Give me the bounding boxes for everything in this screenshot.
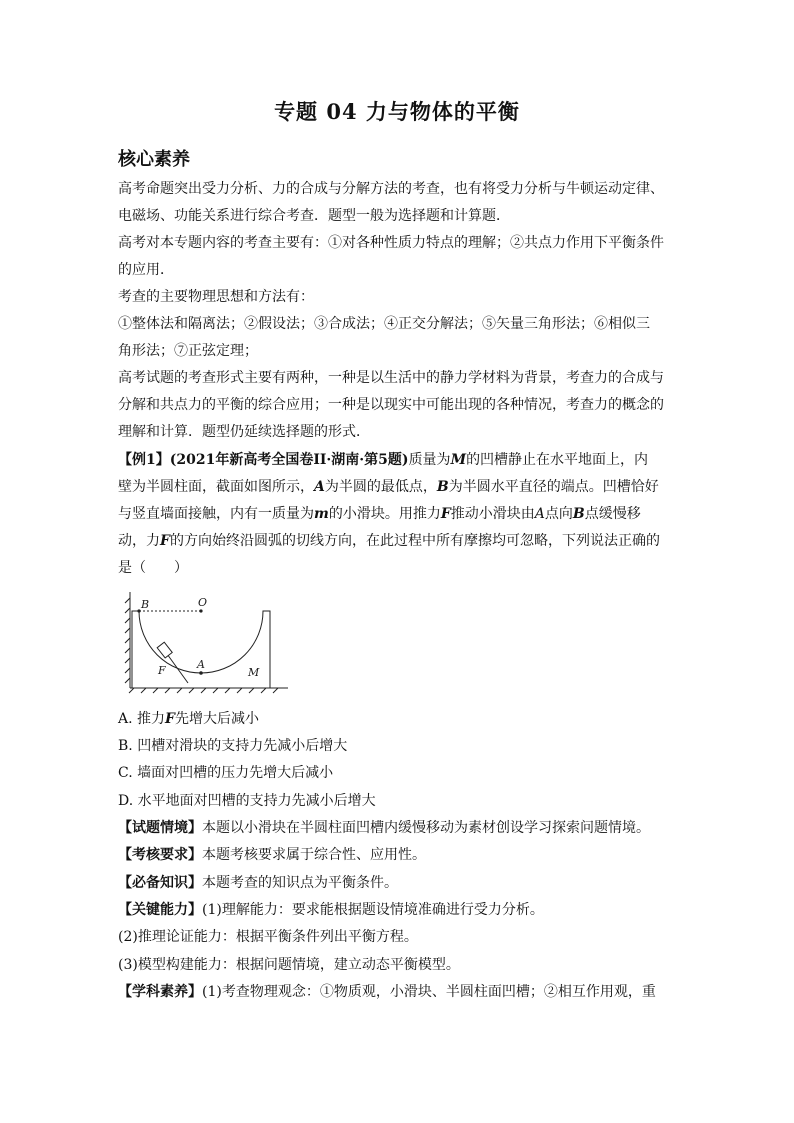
example-text: 动，力 xyxy=(118,533,160,549)
option-d[interactable]: D. 水平地面对凹槽的支持力先减小后增大 xyxy=(118,793,376,809)
analysis-text: (2)推理论证能力：根据平衡条件列出平衡方程。 xyxy=(118,929,418,945)
option-a-text: 先增大后减小 xyxy=(174,711,259,727)
intro-line: 高考试题的考查形式主要有两种，一种是以生活中的静力学材料为背景，考查力的合成与 xyxy=(118,370,664,386)
example-text: 点缓慢移 xyxy=(584,506,641,522)
example-text: 推动小滑块由 xyxy=(450,506,535,522)
intro-line: 高考对本专题内容的考查主要有：①对各种性质力特点的理解；②共点力作用下平衡条件 xyxy=(118,235,664,251)
point-A xyxy=(199,671,203,675)
example-line-4 xyxy=(118,532,678,550)
analysis-text: (1)理解能力：要求能根据题设情境准确进行受力分析。 xyxy=(202,902,544,918)
var-F: F xyxy=(160,533,170,549)
var-B: B xyxy=(436,479,449,495)
intro-line: 角形法；⑦正弦定理； xyxy=(118,343,258,359)
example-line-5: 是（ ） xyxy=(118,560,188,576)
analysis-text: (1)考查物理观念：①物质观，小滑块、半圆柱面凹槽；②相互作用观，重 xyxy=(202,984,656,1000)
example-text: 为半圆的最低点， xyxy=(324,479,437,495)
example-text: 为半圆水平直径的端点。凹槽恰好 xyxy=(448,479,659,495)
analysis-text: (3)模型构建能力：根据问题情境，建立动态平衡模型。 xyxy=(118,957,460,973)
option-a[interactable] xyxy=(118,710,678,728)
analysis-text: 本题以小滑块在半圆柱面凹槽内缓慢移动为素材创设学习探索问题情境。 xyxy=(202,820,650,836)
example-text: 壁为半圆柱面，截面如图所示， xyxy=(118,479,314,495)
option-c[interactable]: C. 墙面对凹槽的压力先增大后减小 xyxy=(118,765,334,781)
intro-line: 理解和计算．题型仍延续选择题的形式． xyxy=(118,424,370,440)
label-F: F xyxy=(158,664,166,677)
analysis-tag: 【学科素养】 xyxy=(118,984,202,1000)
var-B: B xyxy=(572,506,585,522)
example-text: 与竖直墙面接触，内有一质量为 xyxy=(118,506,314,522)
var-A: A xyxy=(314,479,325,495)
analysis-line xyxy=(118,956,678,974)
intro-line: 的应用． xyxy=(118,262,174,278)
example-line-3 xyxy=(118,505,678,523)
label-A: A xyxy=(197,658,205,671)
groove-diagram xyxy=(122,588,292,696)
example-tag: 【例1】 xyxy=(118,452,170,468)
var-F: F xyxy=(440,506,451,522)
example-text: 点向 xyxy=(544,506,573,522)
intro-line: 电磁场、功能关系进行综合考查．题型一般为选择题和计算题． xyxy=(118,208,510,224)
intro-line: 考查的主要物理思想和方法有： xyxy=(118,289,314,305)
analysis-line xyxy=(118,874,678,892)
analysis-line xyxy=(118,846,678,864)
slider-block xyxy=(157,642,172,658)
section-heading: 核心素养 xyxy=(118,149,190,170)
example-text: 质量为 xyxy=(408,452,451,468)
example-text: 的凹槽静止在水平地面上，内 xyxy=(466,452,649,468)
example-text: 的方向始终沿圆弧的切线方向，在此过程中所有摩擦均可忽略，下列说法正确的 xyxy=(169,533,660,549)
label-M: M xyxy=(248,666,260,679)
analysis-text: 本题考查的知识点为平衡条件。 xyxy=(202,875,398,891)
intro-line: 分解和共点力的平衡的综合应用；一种是以现实中可能出现的各种情况，考查力的概念的 xyxy=(118,397,664,413)
example-line-2 xyxy=(118,478,678,496)
analysis-line xyxy=(118,901,678,919)
example-line-1 xyxy=(118,451,678,469)
label-O: O xyxy=(198,596,208,609)
option-a-label: A. 推力 xyxy=(118,711,166,727)
intro-line: 高考命题突出受力分析、力的合成与分解方法的考查，也有将受力分析与牛顿运动定律、 xyxy=(118,181,664,197)
var-m: m xyxy=(314,506,329,522)
point-O xyxy=(199,609,202,612)
var-F: F xyxy=(165,711,175,727)
var-A: A xyxy=(534,506,545,522)
analysis-tag: 【关键能力】 xyxy=(118,902,202,918)
example-text: 的小滑块。用推力 xyxy=(328,506,441,522)
analysis-text: 本题考核要求属于综合性、应用性。 xyxy=(202,847,426,863)
analysis-tag: 【试题情境】 xyxy=(118,820,202,836)
analysis-line xyxy=(118,819,678,837)
page-title: 专题 04 力与物体的平衡 xyxy=(274,99,520,124)
analysis-tag: 【考核要求】 xyxy=(118,847,202,863)
example-source: (2021年新高考全国卷II·湖南·第5题) xyxy=(169,452,409,468)
analysis-line xyxy=(118,928,678,946)
var-M: M xyxy=(450,452,467,468)
label-B: B xyxy=(141,598,150,611)
analysis-line xyxy=(118,983,678,1001)
intro-line: ①整体法和隔离法；②假设法；③合成法；④正交分解法；⑤矢量三角形法；⑥相似三 xyxy=(118,316,650,332)
analysis-tag: 【必备知识】 xyxy=(118,875,202,891)
option-b[interactable]: B. 凹槽对滑块的支持力先减小后增大 xyxy=(118,738,348,754)
